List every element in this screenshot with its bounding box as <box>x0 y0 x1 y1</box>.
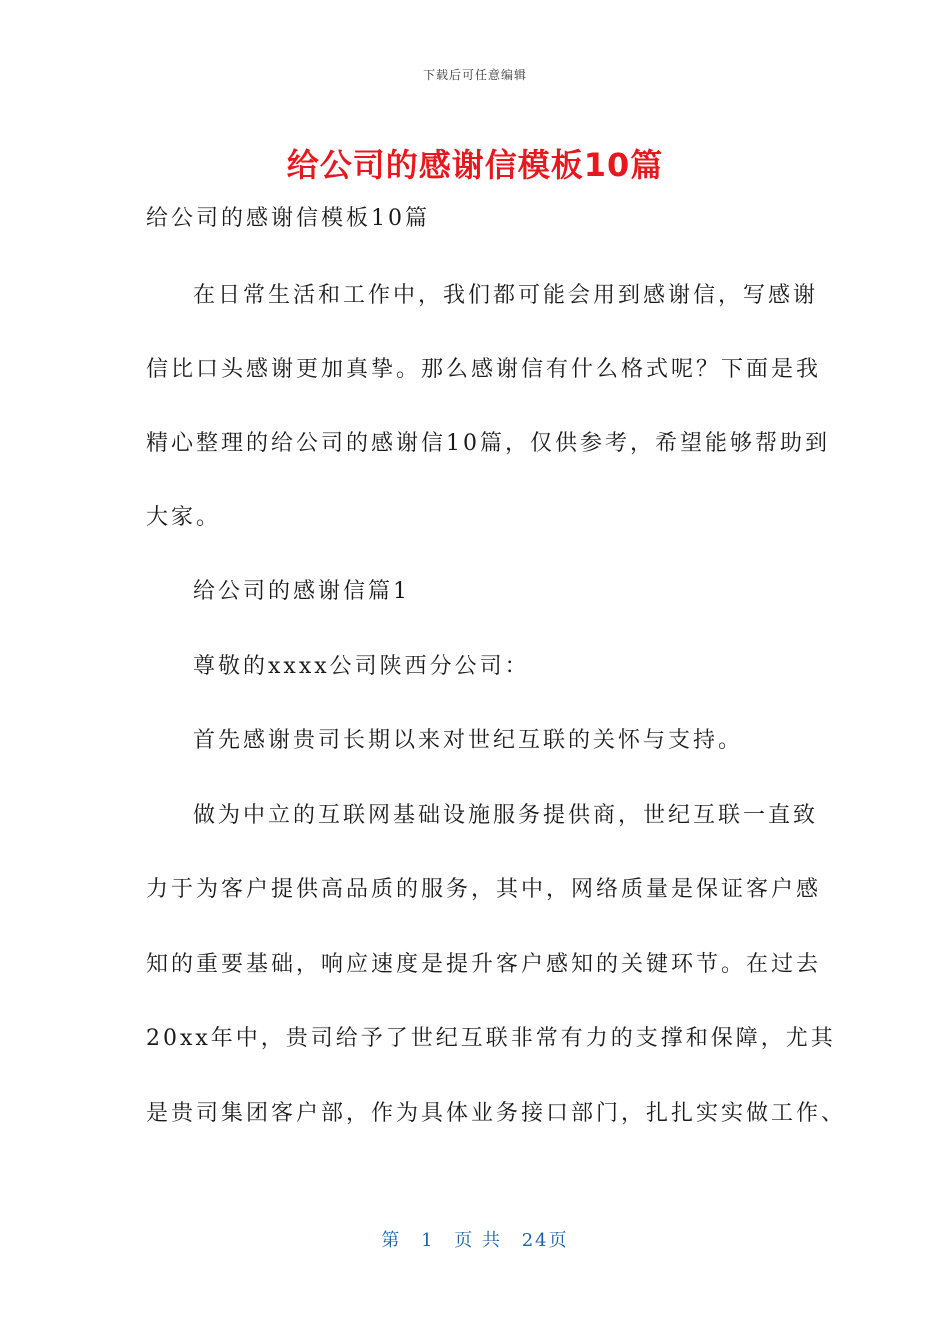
page-footer <box>0 1226 950 1252</box>
footer-total-pages: 24页 <box>521 1230 569 1251</box>
paragraph-line: 是贵司集团客户部，作为具体业务接口部门，扎扎实实做工作、 <box>146 1101 847 1126</box>
subtitle-line: 给公司的感谢信模板10篇 <box>146 206 430 231</box>
paragraph-line: 知的重要基础，响应速度是提升客户感知的关键环节。在过去 <box>146 952 822 977</box>
document-title: 给公司的感谢信模板10篇 <box>286 146 664 184</box>
section-heading: 给公司的感谢信篇1 <box>193 579 410 604</box>
footer-label-page: 第 <box>381 1230 402 1251</box>
paragraph-line: 信比口头感谢更加真挚。那么感谢信有什么格式呢？下面是我 <box>146 357 822 382</box>
paragraph-line: 做为中立的互联网基础设施服务提供商，世纪互联一直致 <box>193 803 819 828</box>
paragraph-line: 首先感谢贵司长期以来对世纪互联的关怀与支持。 <box>193 728 744 753</box>
salutation-line: 尊敬的xxxx公司陕西分公司： <box>193 654 530 679</box>
paragraph-line: 在日常生活和工作中，我们都可能会用到感谢信，写感谢 <box>193 283 819 308</box>
paragraph-line: 精心整理的给公司的感谢信10篇，仅供参考，希望能够帮助到 <box>146 431 830 456</box>
paragraph-line: 20xx年中，贵司给予了世纪互联非常有力的支撑和保障，尤其 <box>146 1026 836 1051</box>
footer-current-page: 1 <box>421 1230 435 1251</box>
footer-label-of: 页 共 <box>454 1230 502 1251</box>
paragraph-line: 力于为客户提供高品质的服务，其中，网络质量是保证客户感 <box>146 877 822 902</box>
paragraph-line: 大家。 <box>146 505 222 530</box>
header-note: 下载后可任意编辑 <box>422 68 527 82</box>
